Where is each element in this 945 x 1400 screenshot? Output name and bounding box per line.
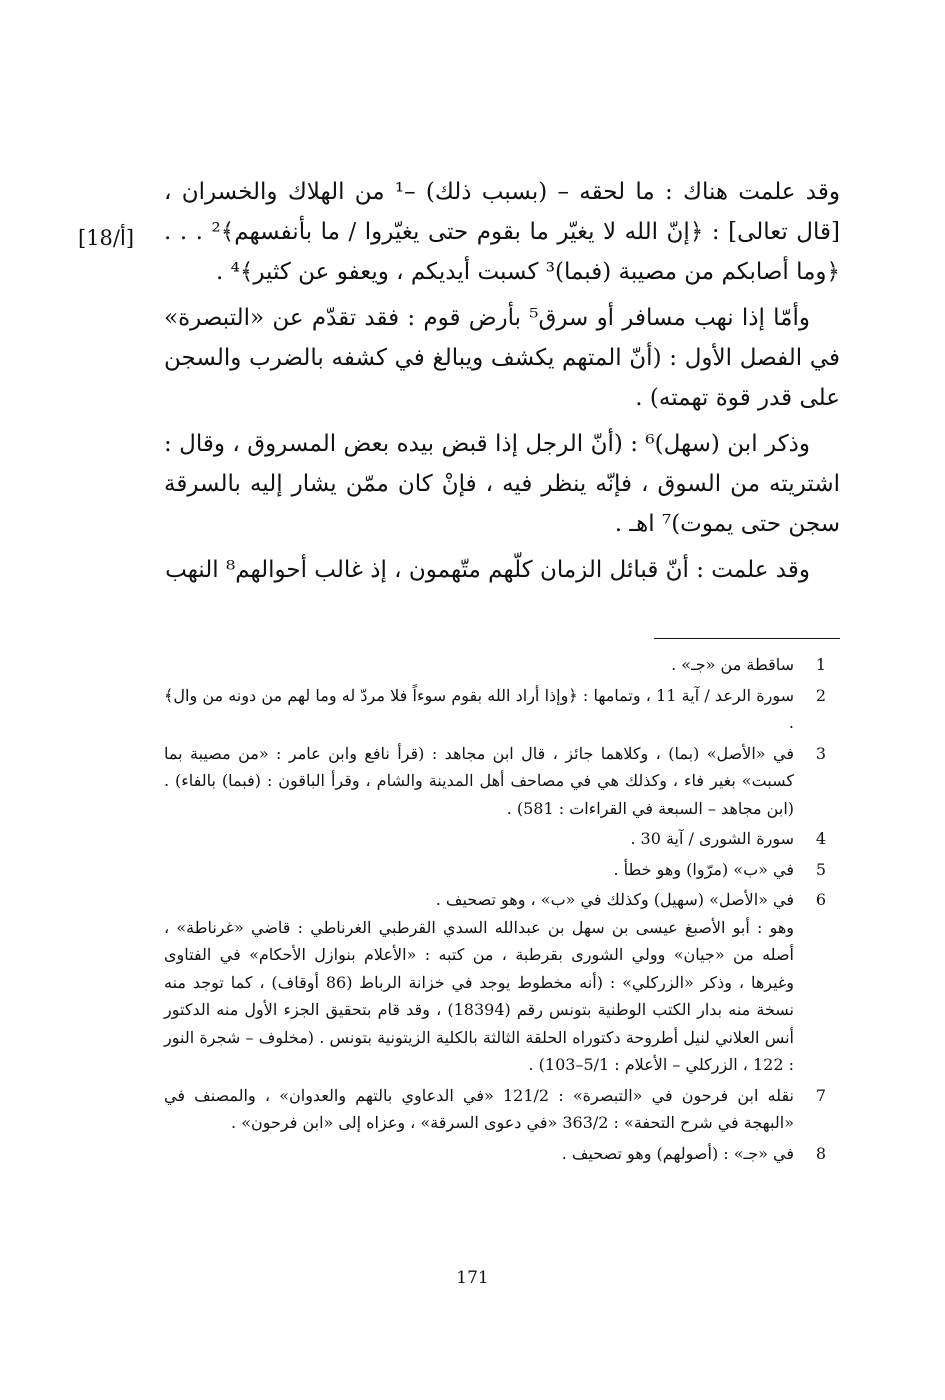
footnote-line: في «جـ» : (أصولهم) وهو تصحيف . xyxy=(561,1143,794,1163)
footnote-line: وهو : أبو الأصبغ عيسى بن سهل بن عبدالله السدي القرطبي الغرناطي : قاضي «غرناطة» ، أصله من «جيان» وولي الشورى بقرطبة ، من كتبه : «الأعلام بنوازل الأحكام» في الفتاوى وغيرها ، وذكر «الزركلي» : (أنه مخطوط يوجد في خزانة الرباط (86 أوقاف) ، كما توجد منه نسخة منه بدار الكتب الوطنية بتونس رقم (18394) ، وقد قام بتحقيق الجزء الأول منه الدكتور أنس العلاني لنيل أطروحة دكتوراه الحلقة الثالثة بالكلية الزيتونية بتونس . (مخلوف – شجرة النور : 122 ، الزركلي – الأعلام : 5/1–103) . xyxy=(164,917,795,1074)
paragraph: وذكر ابن (سهل)⁶ : (أنّ الرجل إذا قبض بيده بعض المسروق ، وقال : اشتريته من السوق ، فإنّه ينظر فيه ، فإنْ كان ممّن يشار إليه بالسرقة سجن حتى يموت)⁷ اهـ . xyxy=(164,431,840,537)
footnote-line: في «الأصل» (بما) ، وكلاهما جائز ، قال ابن مجاهد : (قرأ نافع وابن عامر : «من مصيبة بما كسبت» بغير فاء ، وكذلك هي في مصاحف أهل المدينة والشام ، وقرأ الباقون : (فبما) بالفاء) . (ابن مجاهد – السبعة في القراءات : 581) . xyxy=(164,743,795,818)
footnote-number: 8 xyxy=(815,1143,826,1163)
footnote xyxy=(164,856,840,884)
footnote-number: 4 xyxy=(815,829,826,848)
footnote-line: نقله ابن فرحون في «التبصرة» : 121/2 «في الدعاوي بالتهم والعدوان» ، والمصنف في «البهجة في شرح التحفة» : 363/2 «في دعوى السرقة» ، وعزاه إلى «ابن فرحون» . xyxy=(164,1085,794,1132)
footnote-line: في «الأصل» (سهيل) وكذلك في «ب» ، وهو تصحيف . xyxy=(435,890,794,909)
footnote-number: 2 xyxy=(815,685,826,705)
footnote-number: 5 xyxy=(815,859,826,879)
footnote-text xyxy=(164,651,794,679)
footnote-text xyxy=(164,1140,794,1168)
footnote-text xyxy=(164,886,794,1079)
paragraph: وقد علمت هناك : ما لحقه – (بسبب ذلك) –¹ من الهلاك والخسران ، [قال تعالى] : ﴿إنّ الله لا يغيّر ما بقوم حتى يغيّروا / ما بأنفسهم﴾² . . . ﴿وما أصابكم من مصيبة (فبما)³ كسبت أيديكم ، ويعفو عن كثير﴾⁴ . xyxy=(164,179,840,285)
footnote xyxy=(164,1140,840,1168)
footnote-text xyxy=(164,825,794,853)
footnote-number: 6 xyxy=(815,890,826,909)
footnote-line: في «ب» (مرّوا) وهو خطأ . xyxy=(613,859,794,879)
footnote-text xyxy=(164,856,794,884)
footnote-line: سورة الشورى / آية 30 . xyxy=(630,829,794,848)
footnote xyxy=(164,825,840,853)
footnote-number: 7 xyxy=(815,1085,826,1105)
page-number: 171 xyxy=(456,1268,489,1288)
footnote-number: 3 xyxy=(815,743,826,763)
footnotes xyxy=(164,651,840,1170)
paragraph: وأمّا إذا نهب مسافر أو سرق⁵ بأرض قوم : فقد تقدّم عن «التبصرة» في الفصل الأول : (أنّ المتهم يكشف ويبالغ في كشفه بالضرب والسجن على قدر قوة تهمته) . xyxy=(164,305,840,411)
footnote-line: ساقطة من «جـ» . xyxy=(671,655,794,674)
main-text xyxy=(164,172,840,596)
footnote-separator xyxy=(654,638,840,639)
footnote-line: سورة الرعد / آية 11 ، وتمامها : ﴿وإذا أراد الله بقوم سوءاً فلا مردّ له وما لهم من دونه من وال﴾ . xyxy=(164,685,794,732)
footnote-text xyxy=(164,1082,794,1137)
footnote xyxy=(164,682,840,737)
footnote xyxy=(164,886,840,1079)
footnote-text xyxy=(164,682,794,737)
footnote-number: 1 xyxy=(815,655,826,674)
paragraph: وقد علمت : أنّ قبائل الزمان كلّهم متّهمون ، إذ غالب أحوالهم⁸ النهب xyxy=(165,557,810,583)
margin-folio-note: [18/أ] xyxy=(78,226,135,250)
footnote xyxy=(164,740,840,823)
footnote xyxy=(164,1082,840,1137)
footnote-text xyxy=(164,740,794,823)
footnote xyxy=(164,651,840,679)
